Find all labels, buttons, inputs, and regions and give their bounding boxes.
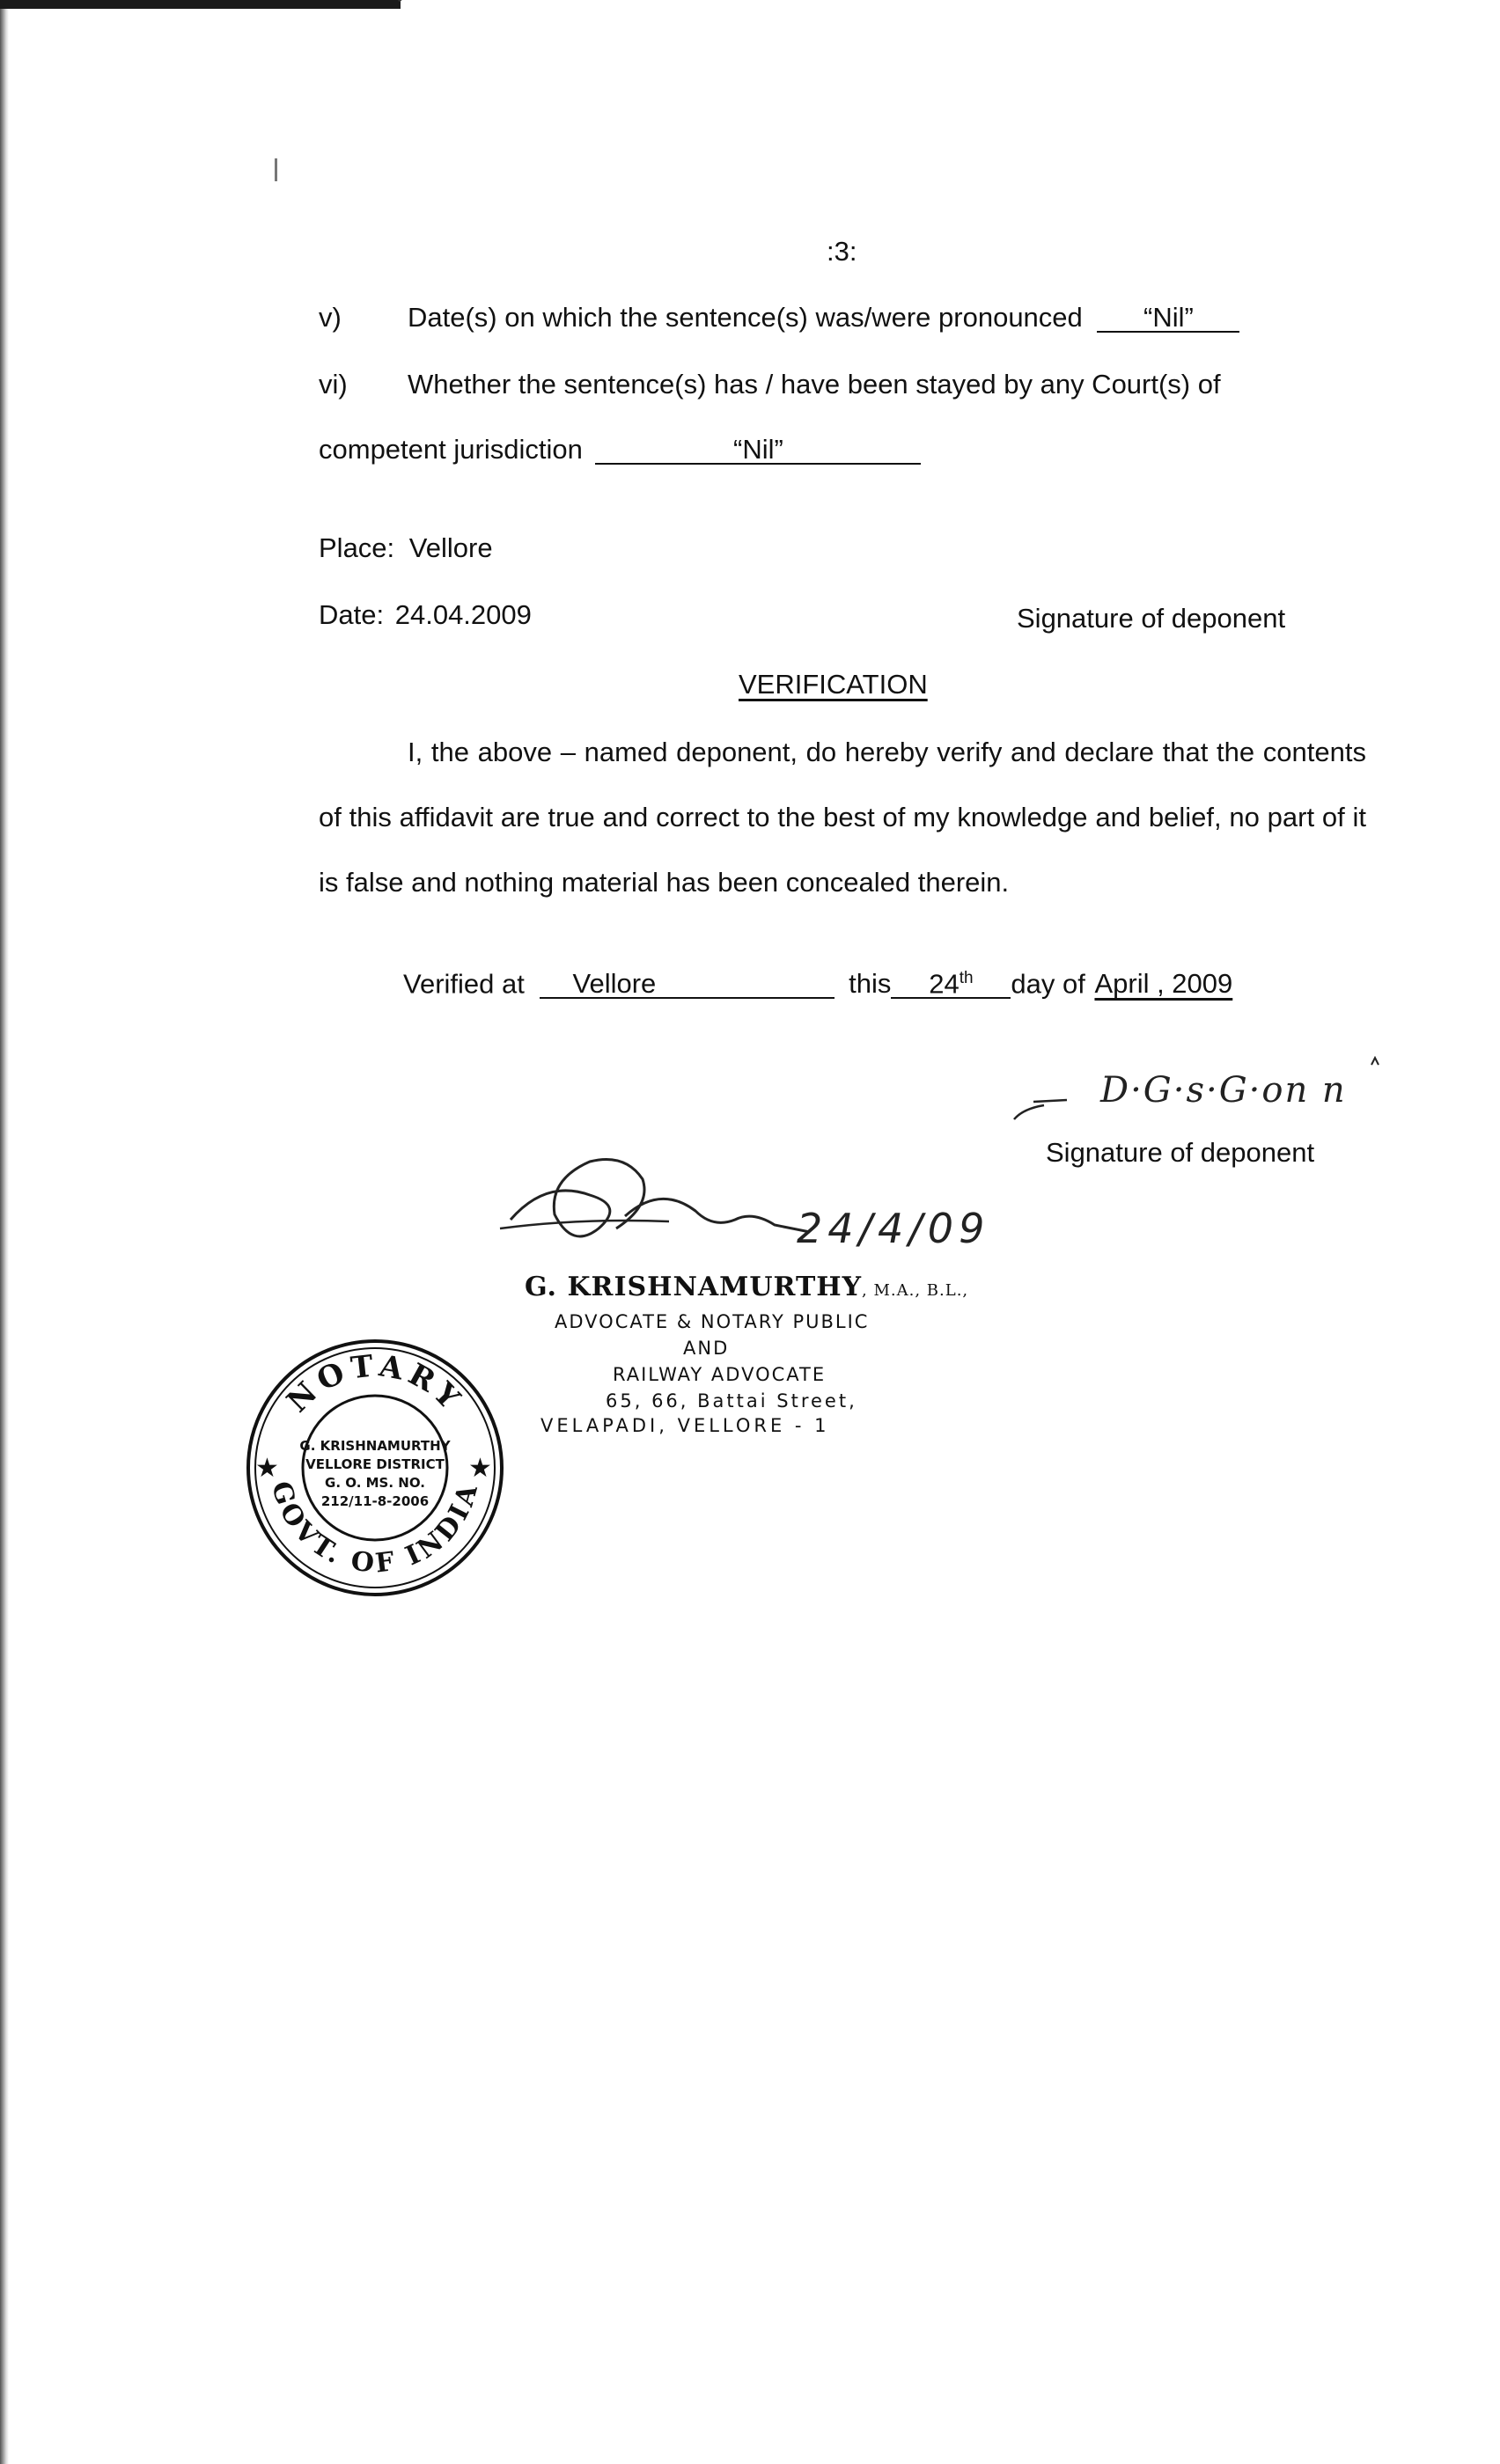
deponent-signature-text: D·G·s·G·on n: [1100, 1070, 1347, 1111]
notary-line3: RAILWAY ADVOCATE: [613, 1364, 827, 1385]
seal-center-line4: 212/11-8-2006: [320, 1493, 430, 1509]
page-number: :3:: [827, 236, 857, 267]
place-value: Vellore: [408, 532, 493, 563]
seal-center-line1: G. KRISHNAMURTHY: [299, 1438, 451, 1454]
scan-edge-top: [0, 0, 401, 9]
item-vi-continuation-line: [319, 436, 921, 465]
notary-degrees: , M.A., B.L.,: [862, 1281, 969, 1300]
deponent-signature-dash: [1033, 1100, 1067, 1102]
item-vi-question: Whether the sentence(s) has / have been stayed by any Court(s) of: [408, 369, 1221, 400]
place-label: Place:: [319, 532, 395, 563]
deponent-signature-mark: [1371, 1058, 1379, 1065]
verified-at-label: Verified at: [403, 968, 525, 1000]
verification-heading: VERIFICATION: [739, 669, 928, 700]
scan-edge-left: [0, 0, 9, 2464]
place-line: [319, 534, 493, 561]
day-suffix: th: [959, 969, 974, 987]
signature-label-bottom: Signature of deponent: [1046, 1137, 1315, 1168]
item-vi-continuation: competent jurisdiction: [319, 434, 583, 465]
item-v-question: Date(s) on which the sentence(s) was/were pronounced: [408, 302, 1083, 333]
seal-center-line2: VELLORE DISTRICT: [305, 1456, 445, 1472]
deponent-signature: [1012, 1056, 1382, 1135]
day-of-label: day of: [1011, 968, 1085, 1000]
item-v-answer: “Nil”: [1097, 304, 1239, 333]
item-v-text: [408, 304, 1239, 333]
date-value: 24.04.2009: [394, 599, 532, 630]
seal-top-arc-text: NOTARY: [280, 1348, 471, 1420]
this-label: this: [849, 968, 892, 1000]
notary-name-line: [525, 1272, 969, 1302]
seal-center-line3: G. O. MS. NO.: [325, 1475, 425, 1491]
item-vi-marker: vi): [319, 369, 348, 400]
verified-at-value: Vellore: [540, 970, 835, 999]
notary-signature: [493, 1144, 1039, 1267]
notary-name: G. KRISHNAMURTHY: [525, 1272, 863, 1302]
seal-bottom-arc-text: GOVT. OF INDIA: [264, 1478, 485, 1580]
seal-star-right: ★: [468, 1454, 492, 1483]
signature-label-top: Signature of deponent: [1017, 603, 1286, 634]
day-blank: [891, 970, 1011, 999]
notary-seal: [245, 1338, 505, 1598]
scan-edge-top-diagonal: [398, 0, 423, 2]
notary-signature-scrawl: [511, 1160, 810, 1237]
verified-at-line: [403, 970, 1232, 999]
notary-signature-underline: [500, 1221, 669, 1228]
notary-line1: ADVOCATE & NOTARY PUBLIC: [555, 1311, 870, 1332]
notary-line5: VELAPADI, VELLORE - 1: [540, 1415, 830, 1436]
scan-speck: [275, 158, 277, 181]
seal-star-left: ★: [255, 1454, 279, 1483]
deponent-signature-tick: [1014, 1105, 1044, 1119]
notary-signature-date: 24/4/09: [797, 1205, 990, 1252]
notary-line4: 65, 66, Battai Street,: [606, 1390, 857, 1412]
item-vi-answer: “Nil”: [595, 436, 921, 465]
day-number: 24: [929, 968, 960, 1000]
verification-body-text: I, the above – named deponent, do hereby verify and declare that the contents of this affidavit are true and correct to the best of my knowledge and belief, no part of it is false and nothing material has been concealed therein.: [319, 737, 1366, 898]
date-line: [319, 601, 532, 628]
item-v-marker: v): [319, 302, 342, 333]
notary-line2: AND: [683, 1338, 730, 1359]
month-year: April , 2009: [1094, 968, 1233, 1000]
date-label: Date:: [319, 599, 385, 630]
verification-body: [319, 720, 1366, 915]
notary-block: [525, 1272, 969, 1436]
